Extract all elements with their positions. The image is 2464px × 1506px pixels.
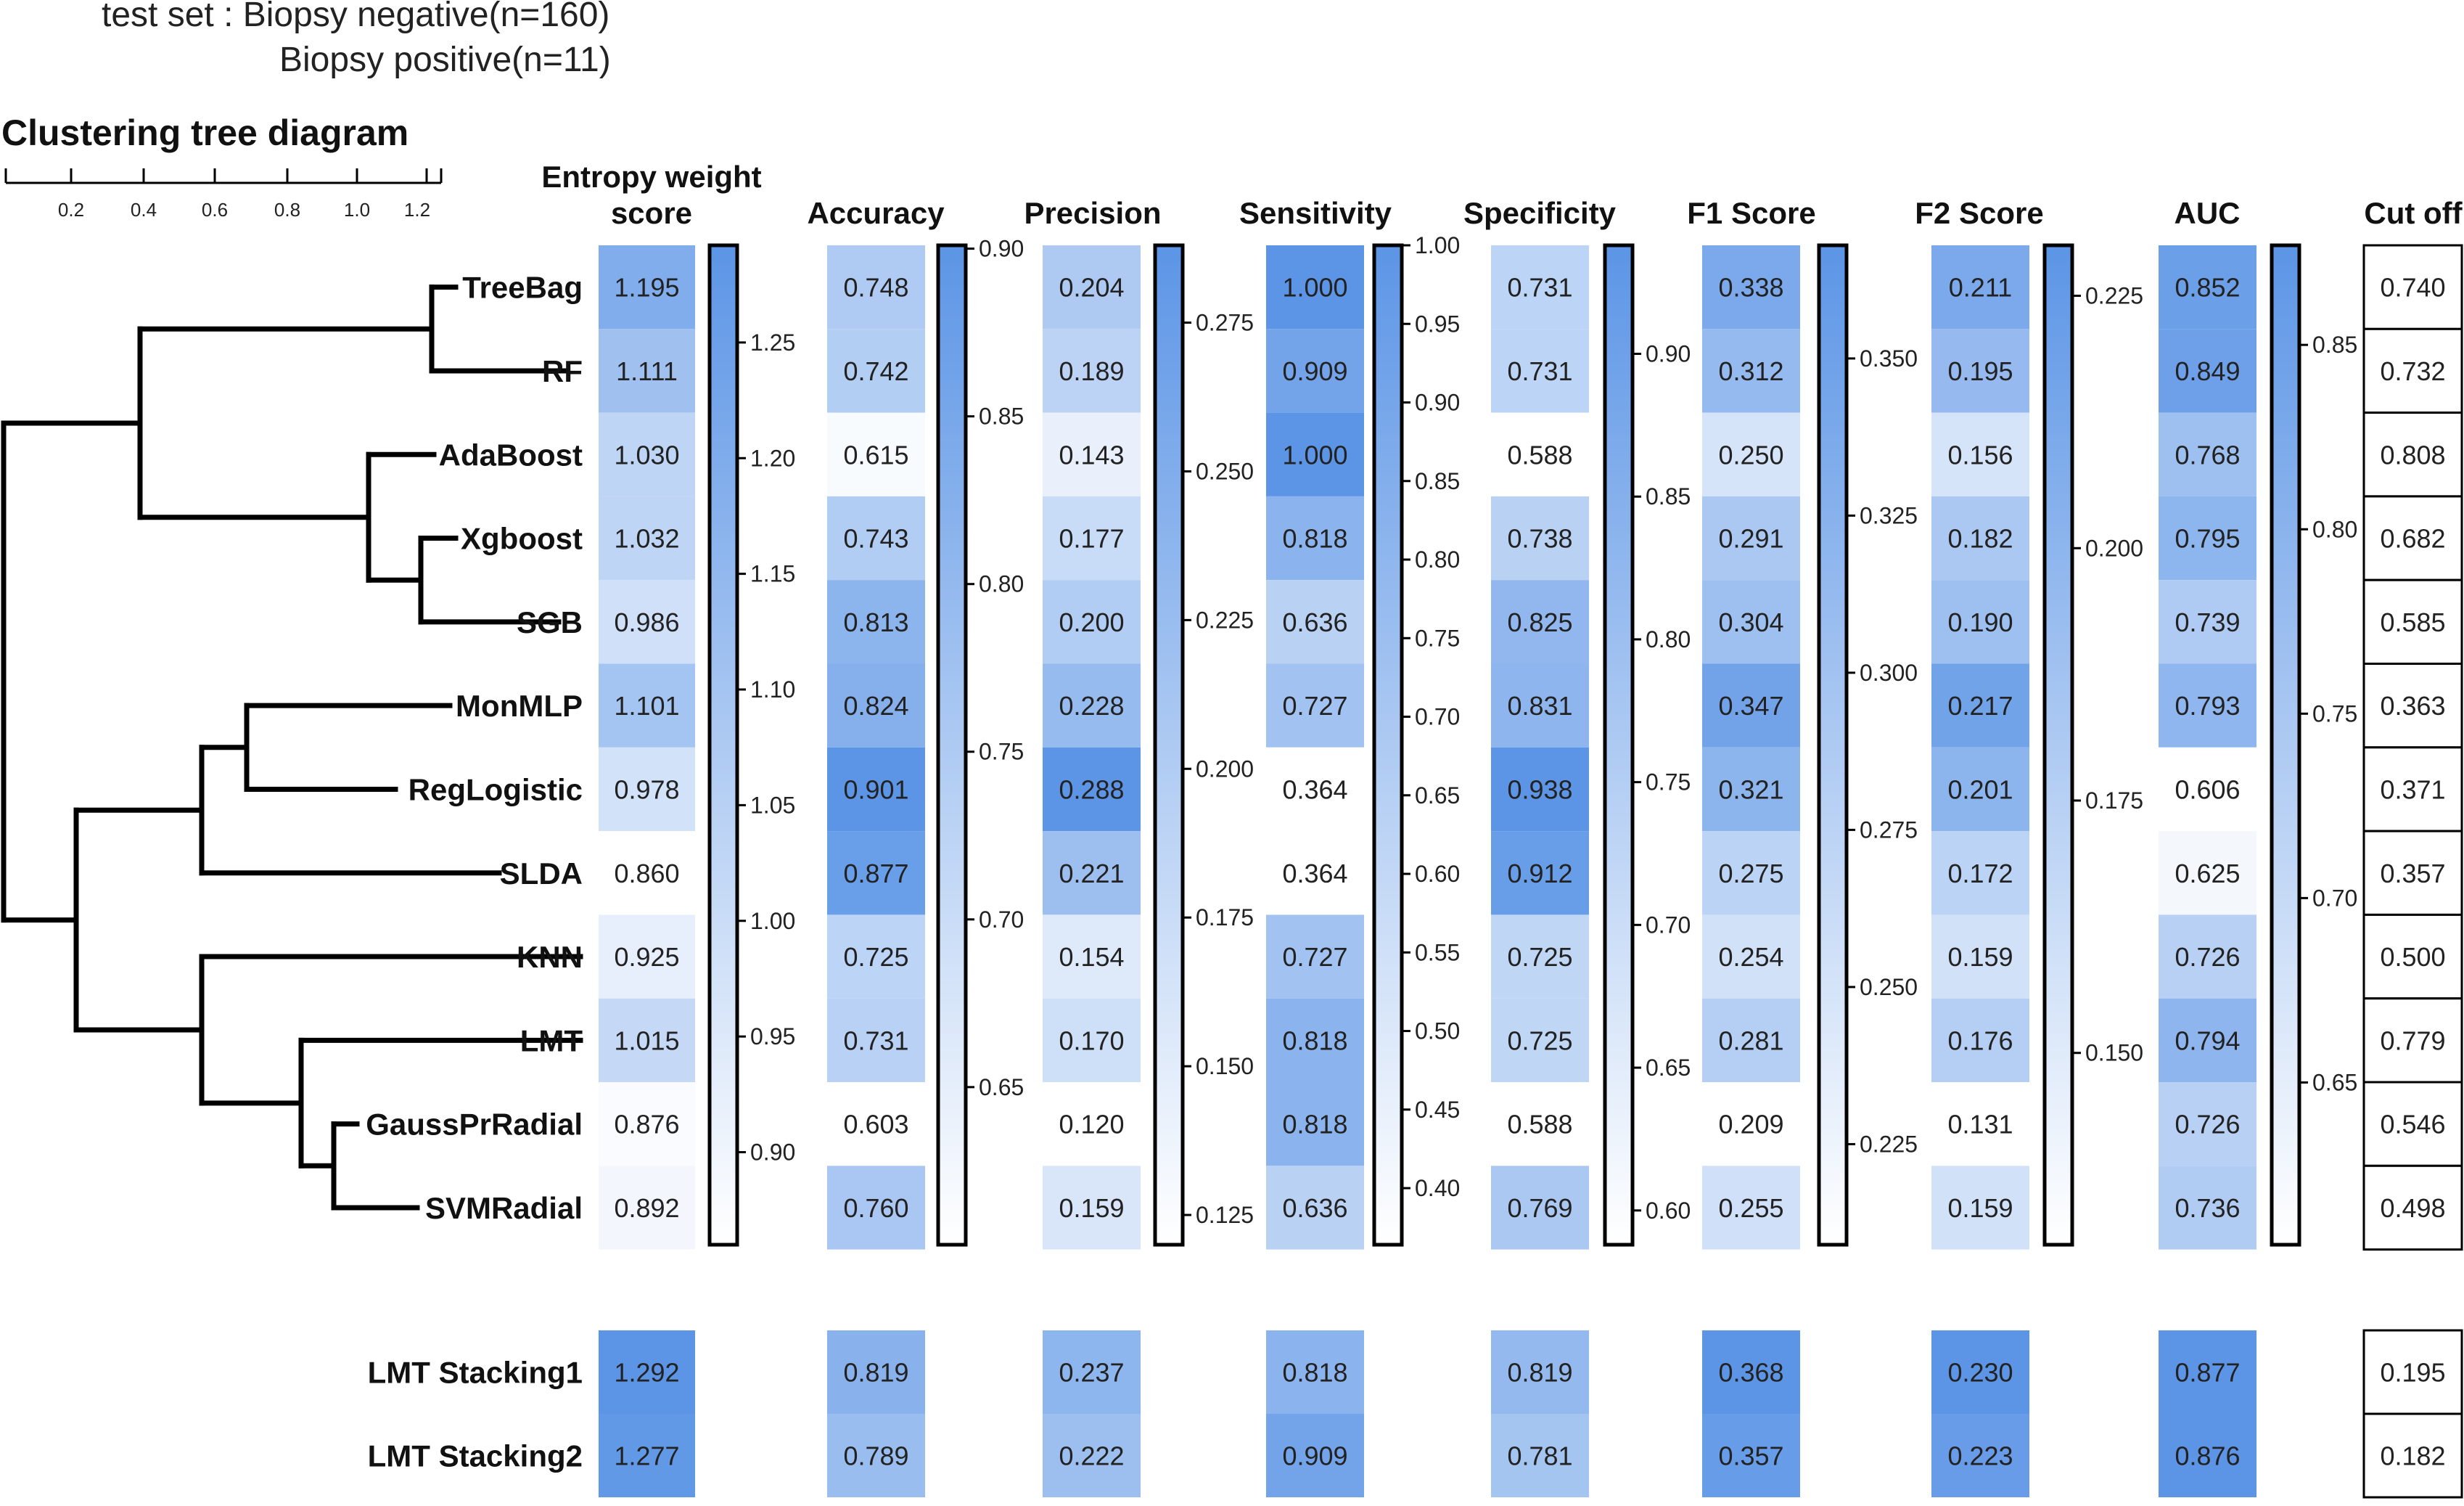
model-label-adaboost: AdaBoost (438, 438, 583, 472)
metric-title-accuracy: Accuracy (807, 196, 945, 230)
stack-value-specificity: 0.819 (1507, 1357, 1573, 1388)
cell-value-accuracy: 0.731 (843, 1026, 909, 1056)
cell-value-f1: 0.347 (1718, 691, 1784, 721)
cell-value-auc: 0.793 (2175, 691, 2241, 721)
stack-value-f1: 0.368 (1718, 1357, 1784, 1388)
cell-value-f2: 0.211 (1948, 272, 2013, 303)
model-label-reglogistic: RegLogistic (408, 772, 583, 807)
cell-value-sensitivity: 0.727 (1282, 691, 1348, 721)
cell-value-auc: 0.736 (2175, 1192, 2241, 1223)
scale-tick-label: 0.2 (57, 199, 85, 221)
cell-value-f1: 0.250 (1718, 440, 1784, 470)
colorbar-auc (2272, 245, 2299, 1245)
cell-value-sensitivity: 0.727 (1282, 942, 1348, 973)
stack-value-ews: 1.292 (614, 1357, 680, 1388)
colorbar-tick-label: 0.65 (1415, 782, 1461, 809)
colorbar-tick-label: 0.70 (1415, 703, 1461, 730)
cell-value-ews: 0.892 (614, 1192, 680, 1223)
colorbar-tick-label: 0.80 (979, 570, 1024, 597)
metric-column-accuracy (807, 196, 1024, 1497)
cell-value-f2: 0.172 (1947, 858, 2013, 888)
cell-value-sensitivity: 0.364 (1282, 858, 1348, 888)
scale-tick-label: 1.2 (403, 199, 431, 221)
metric-column-f2 (1915, 196, 2143, 1497)
cell-value-specificity: 0.725 (1507, 1026, 1573, 1056)
colorbar-tick-label: 0.85 (979, 403, 1024, 430)
cell-value-f1: 0.209 (1718, 1109, 1784, 1139)
cell-value-f1: 0.281 (1718, 1026, 1784, 1056)
colorbar-ews (710, 245, 737, 1245)
cell-value-accuracy: 0.877 (843, 858, 909, 888)
cell-value-auc: 0.849 (2175, 356, 2241, 386)
cell-value-accuracy: 0.742 (843, 356, 909, 386)
cell-value-sensitivity: 0.818 (1282, 523, 1348, 554)
cell-value-cutoff: 0.732 (2380, 356, 2446, 386)
metric-title-f1: F1 Score (1687, 196, 1816, 230)
colorbar-tick-label: 0.225 (2085, 282, 2144, 309)
stack-value-f2: 0.223 (1947, 1441, 2013, 1471)
cell-value-specificity: 0.588 (1507, 1109, 1573, 1139)
cell-value-sensitivity: 1.000 (1282, 272, 1348, 303)
colorbar-tick-label: 0.90 (1646, 340, 1691, 367)
cell-value-precision: 0.177 (1059, 523, 1125, 554)
colorbar-tick-label: 0.125 (1196, 1202, 1254, 1229)
colorbar-accuracy (938, 245, 966, 1245)
cell-value-auc: 0.795 (2175, 523, 2241, 554)
colorbar-tick-label: 1.25 (750, 329, 796, 356)
cell-value-ews: 0.876 (614, 1109, 680, 1139)
model-label-lmt: LMT (520, 1023, 583, 1058)
cell-value-f2: 0.217 (1947, 691, 2013, 721)
colorbar-tick-label: 0.150 (2085, 1039, 2144, 1066)
cell-value-specificity: 0.938 (1507, 774, 1573, 805)
cell-value-ews: 0.986 (614, 607, 680, 637)
colorbar-tick-label: 0.70 (1646, 912, 1691, 938)
model-label-lmt-stacking1: LMT Stacking1 (367, 1355, 583, 1390)
stack-value-f2: 0.230 (1947, 1357, 2013, 1388)
colorbar-tick-label: 0.90 (979, 235, 1024, 262)
cell-value-cutoff: 0.585 (2380, 607, 2446, 637)
cell-value-f2: 0.201 (1947, 774, 2013, 805)
colorbar-tick-label: 0.150 (1196, 1053, 1254, 1080)
metric-column-auc (2159, 196, 2357, 1497)
colorbar-tick-label: 0.275 (1196, 309, 1254, 336)
colorbar-sensitivity (1374, 245, 1402, 1245)
stack-value-cutoff: 0.195 (2380, 1357, 2446, 1388)
cell-value-specificity: 0.831 (1507, 691, 1573, 721)
cell-value-cutoff: 0.357 (2380, 858, 2446, 888)
cell-value-precision: 0.159 (1059, 1192, 1125, 1223)
cell-value-cutoff: 0.779 (2380, 1026, 2446, 1056)
cell-value-f1: 0.304 (1718, 607, 1784, 637)
cell-value-ews: 1.032 (614, 523, 680, 554)
cell-value-f1: 0.275 (1718, 858, 1784, 888)
metric-title-specificity: Specificity (1463, 196, 1617, 230)
cell-value-f1: 0.291 (1718, 523, 1784, 554)
cell-value-specificity: 0.825 (1507, 607, 1573, 637)
cell-value-auc: 0.625 (2175, 858, 2241, 888)
cell-value-accuracy: 0.725 (843, 942, 909, 973)
colorbar-tick-label: 1.00 (750, 907, 796, 934)
model-label-gaussprradial: GaussPrRadial (366, 1107, 583, 1142)
cell-value-sensitivity: 0.636 (1282, 607, 1348, 637)
cell-value-f2: 0.176 (1947, 1026, 2013, 1056)
colorbar-f1 (1819, 245, 1847, 1245)
cell-value-auc: 0.768 (2175, 440, 2241, 470)
model-label-rf: RF (542, 353, 583, 388)
cell-value-ews: 0.860 (614, 858, 680, 888)
cell-value-f2: 0.159 (1947, 1192, 2013, 1223)
stack-value-accuracy: 0.819 (843, 1357, 909, 1388)
colorbar-tick-label: 0.70 (979, 906, 1024, 933)
cell-value-sensitivity: 1.000 (1282, 440, 1348, 470)
cell-value-precision: 0.200 (1059, 607, 1125, 637)
cell-value-ews: 1.195 (614, 272, 680, 303)
test-set-label-positive: Biopsy positive(n=11) (279, 41, 611, 79)
metric-title-sensitivity: Sensitivity (1239, 196, 1392, 230)
stack-value-precision: 0.237 (1059, 1357, 1125, 1388)
stack-value-cutoff: 0.182 (2380, 1441, 2446, 1471)
model-label-lmt-stacking2: LMT Stacking2 (367, 1439, 583, 1473)
cell-value-precision: 0.154 (1059, 942, 1125, 973)
colorbar-tick-label: 0.300 (1860, 659, 1918, 686)
cell-value-precision: 0.143 (1059, 440, 1125, 470)
stack-value-specificity: 0.781 (1507, 1441, 1573, 1471)
cell-value-specificity: 0.588 (1507, 440, 1573, 470)
metric-column-sensitivity (1239, 196, 1460, 1497)
colorbar-tick-label: 1.20 (750, 445, 796, 472)
cell-value-auc: 0.726 (2175, 942, 2241, 973)
colorbar-tick-label: 1.10 (750, 676, 796, 703)
metric-columns (541, 160, 2463, 1497)
colorbar-f2 (2045, 245, 2072, 1245)
stack-value-auc: 0.876 (2175, 1441, 2241, 1471)
colorbar-tick-label: 0.75 (979, 738, 1024, 765)
tree-title: Clustering tree diagram (1, 112, 409, 153)
metric-column-f1 (1687, 196, 1918, 1497)
cell-value-accuracy: 0.901 (843, 774, 909, 805)
metric-title-f2: F2 Score (1915, 196, 2044, 230)
scale-tick-label: 0.4 (130, 199, 157, 221)
cell-value-ews: 0.925 (614, 942, 680, 973)
cell-value-auc: 0.726 (2175, 1109, 2241, 1139)
cell-value-auc: 0.794 (2175, 1026, 2241, 1056)
cell-value-sensitivity: 0.364 (1282, 774, 1348, 805)
colorbar-tick-label: 0.40 (1415, 1175, 1461, 1202)
cell-value-accuracy: 0.743 (843, 523, 909, 554)
cell-value-ews: 1.101 (614, 691, 680, 721)
colorbar-tick-label: 0.60 (1415, 861, 1461, 888)
cell-value-sensitivity: 0.818 (1282, 1026, 1348, 1056)
cell-value-f2: 0.131 (1947, 1109, 2013, 1139)
colorbar-tick-label: 0.200 (1196, 756, 1254, 782)
colorbar-tick-label: 0.85 (1646, 483, 1691, 510)
cell-value-precision: 0.120 (1059, 1109, 1125, 1139)
test-set-label-negative: test set : Biopsy negative(n=160) (102, 0, 610, 34)
cell-value-f2: 0.182 (1947, 523, 2013, 554)
cell-value-f1: 0.255 (1718, 1192, 1784, 1223)
cell-value-f1: 0.338 (1718, 272, 1784, 303)
colorbar-tick-label: 0.70 (2312, 885, 2358, 912)
metric-title-cutoff: Cut off (2364, 196, 2463, 230)
colorbar-tick-label: 0.65 (1646, 1055, 1691, 1081)
metric-title-ews: score (610, 196, 693, 230)
colorbar-tick-label: 0.75 (1646, 769, 1691, 795)
model-label-svmradial: SVMRadial (424, 1190, 583, 1225)
colorbar-tick-label: 0.75 (1415, 625, 1461, 652)
metric-column-cutoff (2364, 196, 2463, 1497)
cell-value-specificity: 0.731 (1507, 272, 1573, 303)
cell-value-accuracy: 0.760 (843, 1192, 909, 1223)
cell-value-auc: 0.852 (2175, 272, 2241, 303)
stack-value-sensitivity: 0.818 (1282, 1357, 1348, 1388)
colorbar-tick-label: 0.175 (2085, 787, 2144, 814)
colorbar-tick-label: 0.350 (1860, 345, 1918, 372)
model-label-knn: KNN (517, 940, 583, 975)
cell-value-auc: 0.739 (2175, 607, 2241, 637)
model-label-sgb: SGB (516, 605, 583, 639)
tree-scale-axis (6, 168, 441, 221)
cell-value-f2: 0.195 (1947, 356, 2013, 386)
cell-value-f2: 0.159 (1947, 942, 2013, 973)
colorbar-tick-label: 1.00 (1415, 232, 1461, 258)
stack-value-sensitivity: 0.909 (1282, 1441, 1348, 1471)
cell-value-cutoff: 0.682 (2380, 523, 2446, 554)
dendrogram (4, 287, 580, 1208)
cell-value-cutoff: 0.371 (2380, 774, 2446, 805)
stack-value-auc: 0.877 (2175, 1357, 2241, 1388)
colorbar-tick-label: 0.85 (2312, 332, 2358, 359)
stack-value-f1: 0.357 (1718, 1441, 1784, 1471)
cell-value-precision: 0.189 (1059, 356, 1125, 386)
scale-tick-label: 0.8 (274, 199, 301, 221)
colorbar-precision (1155, 245, 1183, 1245)
cell-value-sensitivity: 0.909 (1282, 356, 1348, 386)
cell-value-precision: 0.204 (1059, 272, 1125, 303)
metric-title-precision: Precision (1024, 196, 1162, 230)
stack-value-ews: 1.277 (614, 1441, 680, 1471)
cell-value-f2: 0.156 (1947, 440, 2013, 470)
colorbar-tick-label: 0.45 (1415, 1096, 1461, 1123)
cell-value-specificity: 0.912 (1507, 858, 1573, 888)
colorbar-tick-label: 0.65 (979, 1073, 1024, 1100)
cell-value-specificity: 0.769 (1507, 1192, 1573, 1223)
stack-value-precision: 0.222 (1059, 1441, 1125, 1471)
cell-value-ews: 1.030 (614, 440, 680, 470)
colorbar-tick-label: 0.95 (750, 1023, 796, 1050)
cell-value-ews: 1.015 (614, 1026, 680, 1056)
colorbar-tick-label: 0.85 (1415, 467, 1461, 494)
cell-value-accuracy: 0.615 (843, 440, 909, 470)
cell-value-f1: 0.321 (1718, 774, 1784, 805)
colorbar-tick-label: 0.80 (1646, 626, 1691, 652)
metric-column-precision (1024, 196, 1254, 1497)
cell-value-accuracy: 0.603 (843, 1109, 909, 1139)
colorbar-tick-label: 0.80 (1415, 547, 1461, 573)
scale-tick-label: 1.0 (343, 199, 371, 221)
cell-value-accuracy: 0.813 (843, 607, 909, 637)
colorbar-tick-label: 0.60 (1646, 1197, 1691, 1224)
cell-value-cutoff: 0.500 (2380, 942, 2446, 973)
cell-value-precision: 0.228 (1059, 691, 1125, 721)
cell-value-cutoff: 0.808 (2380, 440, 2446, 470)
colorbar-tick-label: 0.95 (1415, 311, 1461, 337)
metric-column-specificity (1463, 196, 1691, 1497)
colorbar-tick-label: 0.325 (1860, 502, 1918, 529)
colorbar-tick-label: 0.75 (2312, 700, 2358, 727)
cell-value-accuracy: 0.824 (843, 691, 909, 721)
colorbar-specificity (1605, 245, 1633, 1245)
cell-value-ews: 1.111 (616, 356, 678, 386)
colorbar-tick-label: 1.15 (750, 560, 796, 587)
cell-value-precision: 0.170 (1059, 1026, 1125, 1056)
colorbar-tick-label: 0.225 (1860, 1131, 1918, 1158)
colorbar-tick-label: 0.65 (2312, 1069, 2358, 1096)
cell-value-sensitivity: 0.636 (1282, 1192, 1348, 1223)
colorbar-tick-label: 0.225 (1196, 607, 1254, 634)
colorbar-tick-label: 0.250 (1196, 458, 1254, 485)
colorbar-tick-label: 0.200 (2085, 535, 2144, 562)
cell-value-specificity: 0.731 (1507, 356, 1573, 386)
colorbar-tick-label: 0.55 (1415, 939, 1461, 966)
cell-value-f2: 0.190 (1947, 607, 2013, 637)
model-label-slda: SLDA (499, 856, 583, 891)
colorbar-tick-label: 0.50 (1415, 1018, 1461, 1044)
colorbar-tick-label: 1.05 (750, 792, 796, 819)
colorbar-tick-label: 0.275 (1860, 817, 1918, 843)
stack-value-accuracy: 0.789 (843, 1441, 909, 1471)
cell-value-cutoff: 0.546 (2380, 1109, 2446, 1139)
colorbar-tick-label: 0.90 (750, 1139, 796, 1166)
cell-value-precision: 0.288 (1059, 774, 1125, 805)
scale-tick-label: 0.6 (201, 199, 229, 221)
colorbar-tick-label: 0.175 (1196, 904, 1254, 931)
cell-value-specificity: 0.725 (1507, 942, 1573, 973)
metric-title-auc: AUC (2174, 196, 2241, 230)
cell-value-ews: 0.978 (614, 774, 680, 805)
cell-value-cutoff: 0.498 (2380, 1192, 2446, 1223)
cell-value-auc: 0.606 (2175, 774, 2241, 805)
cell-value-sensitivity: 0.818 (1282, 1109, 1348, 1139)
model-label-treebag: TreeBag (462, 270, 583, 305)
cell-value-f1: 0.254 (1718, 942, 1784, 973)
cell-value-accuracy: 0.748 (843, 272, 909, 303)
colorbar-tick-label: 0.80 (2312, 516, 2358, 543)
cell-value-precision: 0.221 (1059, 858, 1125, 888)
cell-value-f1: 0.312 (1718, 356, 1784, 386)
model-label-monmlp: MonMLP (456, 689, 583, 724)
colorbar-tick-label: 0.90 (1415, 389, 1461, 416)
metric-title-ews: Entropy weight (541, 160, 762, 194)
cell-value-cutoff: 0.363 (2380, 691, 2446, 721)
cell-value-cutoff: 0.740 (2380, 272, 2446, 303)
cell-value-specificity: 0.738 (1507, 523, 1573, 554)
model-label-xgboost: Xgboost (461, 521, 583, 556)
colorbar-tick-label: 0.250 (1860, 973, 1918, 1000)
